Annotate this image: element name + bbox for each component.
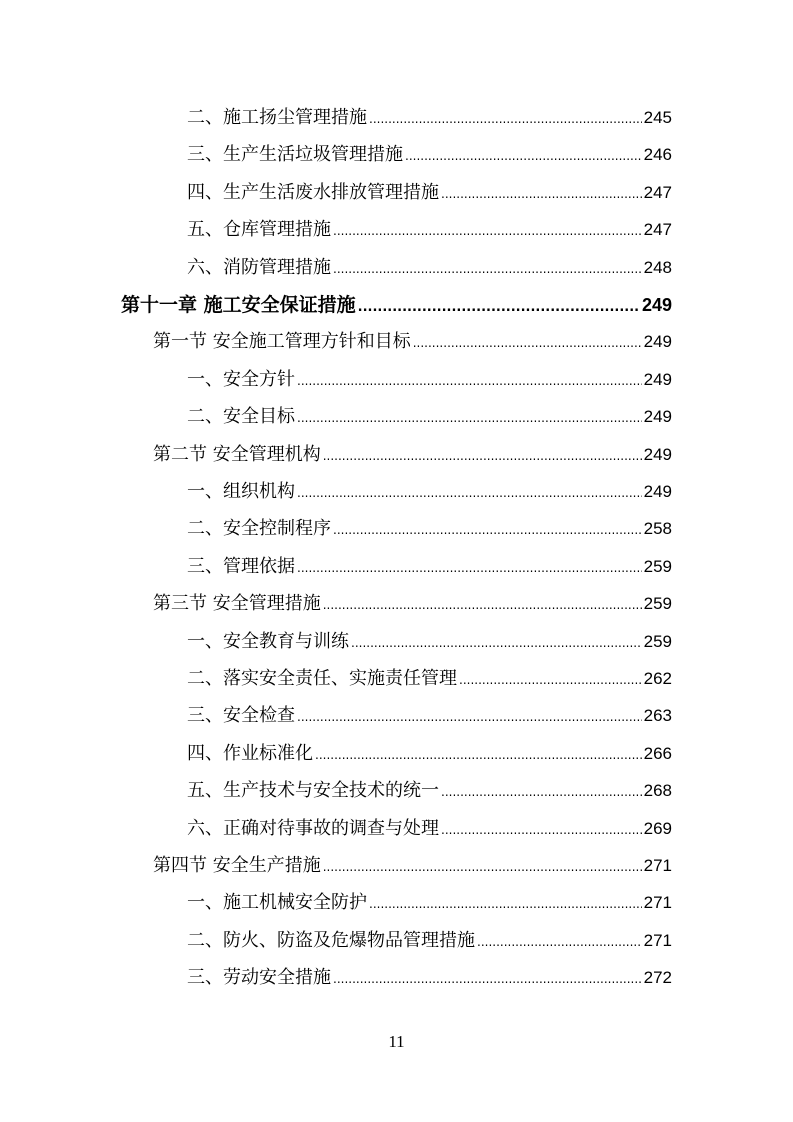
toc-entry-page: 249 <box>643 332 672 352</box>
toc-entry-page: 249 <box>643 482 672 501</box>
toc-entry-title: 一、组织机构 <box>187 481 295 502</box>
toc-dot-leader <box>477 927 642 957</box>
toc-entry-title: 一、安全方针 <box>187 368 295 390</box>
toc-dot-leader <box>369 104 642 134</box>
toc-entry-title: 五、仓库管理措施 <box>187 219 331 241</box>
toc-dot-leader <box>297 702 642 732</box>
toc-entry[interactable] <box>187 477 672 507</box>
toc-section-entry[interactable] <box>153 440 672 470</box>
toc-entry-title: 三、安全检查 <box>187 705 295 727</box>
toc-dot-leader <box>297 553 642 583</box>
toc-dot-leader <box>369 889 642 919</box>
toc-entry-title: 四、生产生活废水排放管理措施 <box>187 181 439 203</box>
toc-entry-page: 249 <box>643 369 672 389</box>
toc-entry-title: 第十一章 施工安全保证措施 <box>121 294 356 316</box>
toc-entry[interactable] <box>187 552 672 582</box>
toc-dot-leader <box>333 216 642 246</box>
toc-dot-leader <box>441 777 642 807</box>
toc-entry-page: 259 <box>643 556 672 576</box>
toc-dot-leader <box>323 441 642 471</box>
toc-entry-page: 249 <box>641 295 672 315</box>
toc-entry-page: 248 <box>643 257 672 277</box>
toc-dot-leader <box>333 254 642 284</box>
toc-dot-leader <box>333 964 642 994</box>
toc-dot-leader <box>297 366 642 396</box>
toc-entry-title: 五、生产技术与安全技术的统一 <box>187 780 439 802</box>
toc-entry-page: 268 <box>643 781 672 801</box>
toc-entry-title: 二、安全控制程序 <box>187 518 331 540</box>
toc-entry-title: 二、落实安全责任、实施责任管理 <box>187 668 457 689</box>
toc-entry[interactable] <box>187 963 672 993</box>
toc-entry[interactable] <box>187 776 672 806</box>
toc-entry-page: 263 <box>643 706 672 726</box>
toc-entry[interactable] <box>187 514 672 544</box>
toc-entry-title: 四、作业标准化 <box>187 742 313 764</box>
toc-entry-title: 第二节 安全管理机构 <box>153 443 321 465</box>
toc-entry[interactable] <box>187 402 672 432</box>
toc-entry-page: 271 <box>643 930 672 950</box>
toc-dot-leader <box>323 590 642 620</box>
toc-entry[interactable] <box>187 926 672 956</box>
toc-dot-leader <box>323 852 642 882</box>
toc-entry-page: 269 <box>643 818 672 838</box>
toc-dot-leader <box>297 403 642 433</box>
toc-entry-title: 一、施工机械安全防护 <box>187 892 367 914</box>
toc-entry[interactable] <box>187 814 672 844</box>
toc-section-entry[interactable] <box>153 851 672 881</box>
toc-dot-leader <box>441 815 642 845</box>
toc-section-entry[interactable] <box>153 589 672 619</box>
toc-entry[interactable] <box>187 627 672 657</box>
toc-entry-title: 第三节 安全管理措施 <box>153 593 321 615</box>
toc-entry-page: 247 <box>643 182 672 202</box>
toc-dot-leader <box>297 478 642 508</box>
toc-dot-leader <box>441 179 642 209</box>
toc-entry-page: 272 <box>643 968 672 988</box>
toc-dot-leader <box>315 740 642 770</box>
toc-dot-leader <box>351 628 642 658</box>
toc-dot-leader <box>405 141 642 171</box>
toc-entry-page: 259 <box>643 631 672 651</box>
toc-entry-page: 249 <box>643 407 672 427</box>
toc-entry[interactable] <box>187 178 672 208</box>
toc-entry-title: 第一节 安全施工管理方针和目标 <box>153 331 411 353</box>
toc-entry-title: 二、防火、防盗及危爆物品管理措施 <box>187 929 475 951</box>
toc-entry[interactable] <box>187 140 672 170</box>
toc-entry-title: 二、安全目标 <box>187 406 295 428</box>
toc-entry-page: 249 <box>643 444 672 464</box>
toc-entry-title: 一、安全教育与训练 <box>187 630 349 652</box>
toc-entry-page: 245 <box>643 108 672 127</box>
page-number: 11 <box>388 1032 405 1051</box>
toc-entry-page: 247 <box>643 220 672 240</box>
toc-entry[interactable] <box>187 739 672 769</box>
toc-entry-title: 六、消防管理措施 <box>187 256 331 278</box>
toc-entry-title: 三、管理依据 <box>187 555 295 577</box>
toc-chapter-entry[interactable] <box>121 290 672 320</box>
toc-entry-title: 三、劳动安全措施 <box>187 967 331 989</box>
toc-entry[interactable] <box>187 253 672 283</box>
toc-entry[interactable] <box>187 701 672 731</box>
toc-dot-leader <box>413 328 642 358</box>
toc-entry[interactable] <box>187 365 672 395</box>
toc-entry-page: 262 <box>643 669 672 688</box>
toc-entry[interactable] <box>187 103 672 133</box>
toc-dot-leader <box>358 293 640 323</box>
toc-section-entry[interactable] <box>153 327 672 357</box>
toc-entry-page: 259 <box>643 594 672 614</box>
toc-entry-page: 246 <box>643 145 672 165</box>
toc-entry-page: 271 <box>643 893 672 913</box>
toc-dot-leader <box>333 515 642 545</box>
toc-entry-title: 六、正确对待事故的调查与处理 <box>187 817 439 839</box>
toc-entry[interactable] <box>187 888 672 918</box>
toc-entry-title: 第四节 安全生产措施 <box>153 855 321 876</box>
toc-entry-page: 266 <box>643 743 672 763</box>
toc-entry-page: 258 <box>643 519 672 539</box>
toc-entry-page: 271 <box>643 856 672 875</box>
toc-entry-title: 二、施工扬尘管理措施 <box>187 107 367 128</box>
toc-entry[interactable] <box>187 664 672 694</box>
toc-entry-title: 三、生产生活垃圾管理措施 <box>187 144 403 166</box>
toc-entry[interactable] <box>187 215 672 245</box>
toc-dot-leader <box>459 665 642 695</box>
